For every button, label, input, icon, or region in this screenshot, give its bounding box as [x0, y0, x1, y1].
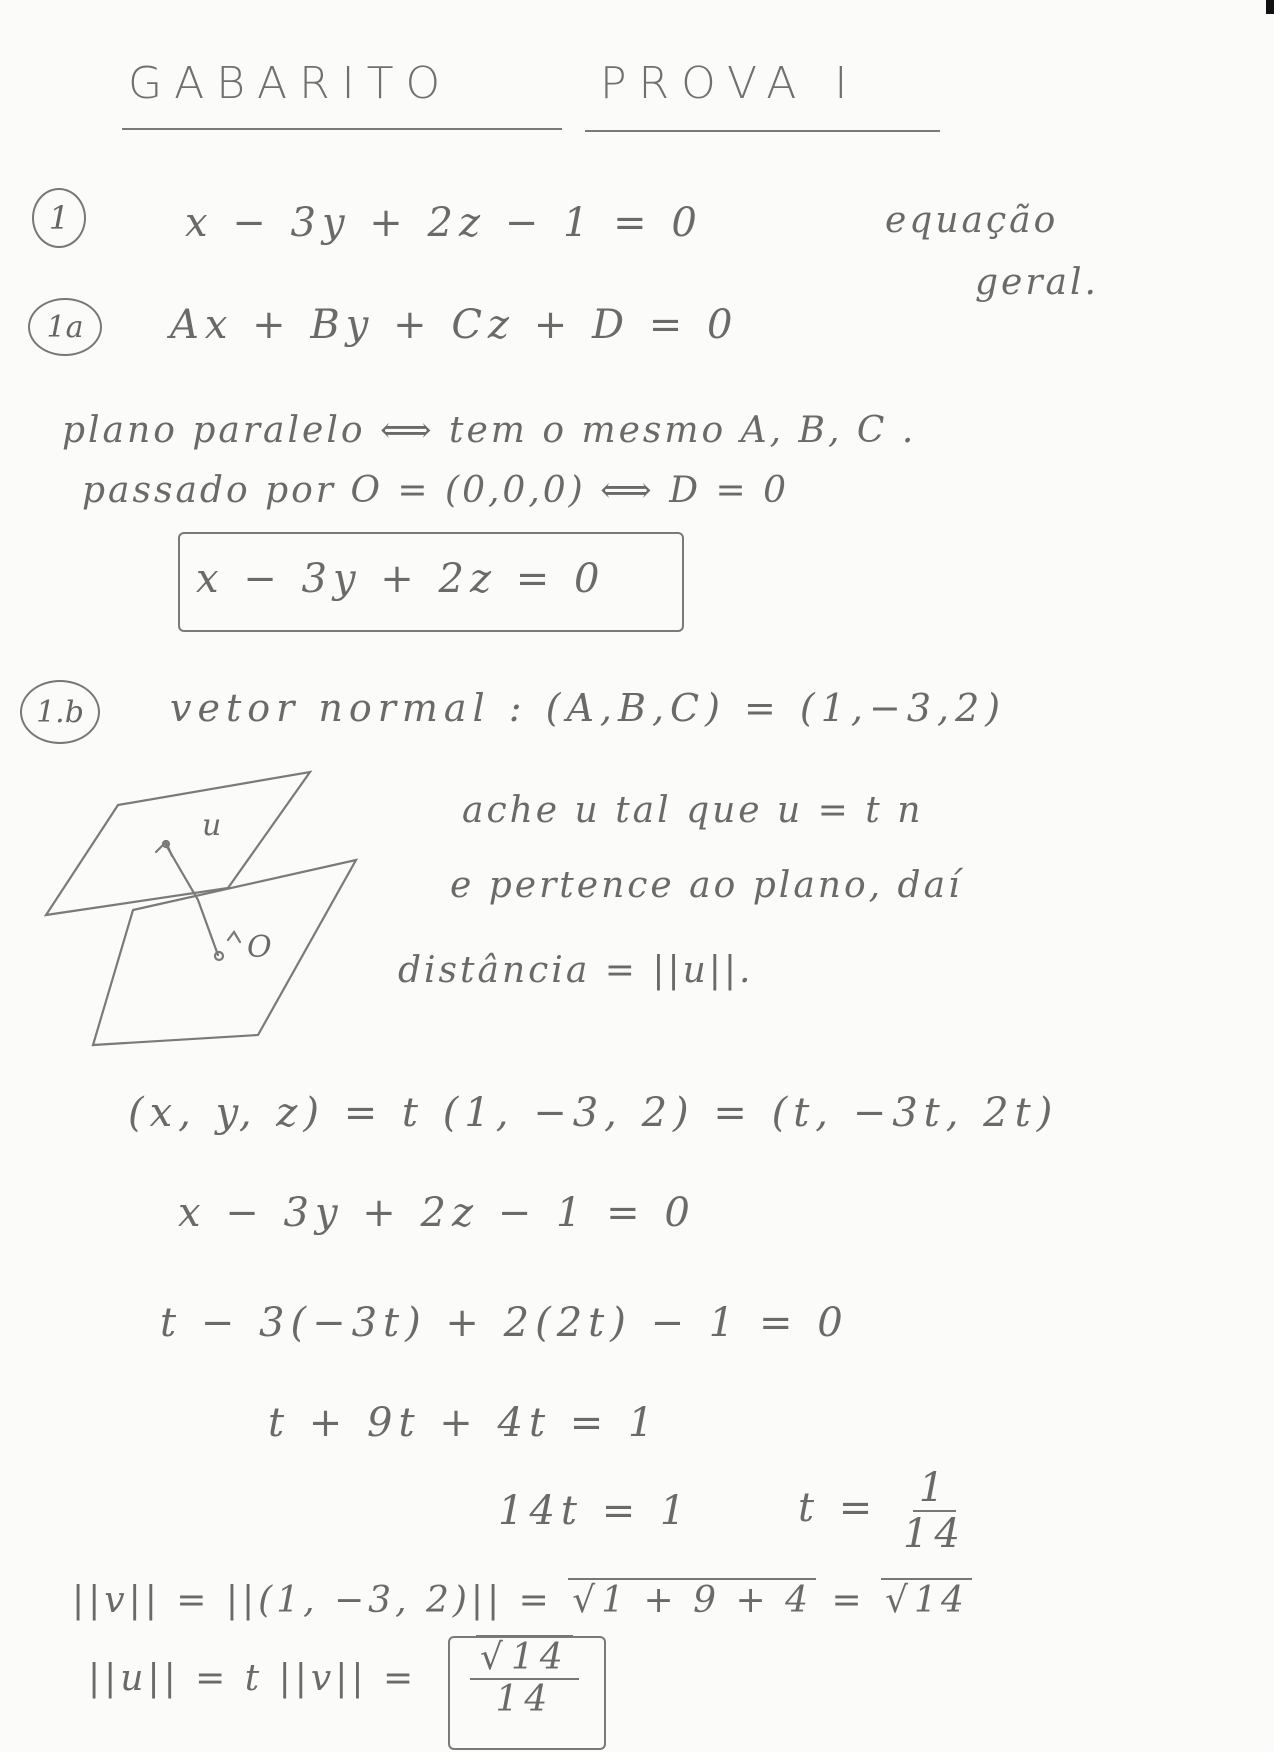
- title-underline-1: [122, 128, 562, 130]
- sketch-label-u: u: [202, 808, 224, 843]
- right-angle-mark: [228, 932, 240, 942]
- general-plane-form: Ax + By + Cz + D = 0: [170, 302, 739, 348]
- parallel-plane-note: plano paralelo ⟺ tem o mesmo A, B, C .: [62, 410, 917, 451]
- distance-text: distância = ||u||.: [398, 950, 754, 991]
- t-value-denominator: 14: [903, 1511, 966, 1557]
- sketch-label-o: O: [247, 930, 274, 965]
- norm-v-sqrt-sum: √ 1 + 9 + 4: [568, 1578, 816, 1621]
- norm-v-equals: =: [831, 1580, 866, 1621]
- t-value-numerator: 1: [913, 1466, 956, 1512]
- step-parametric: (x, y, z) = t (1, −3, 2) = (t, −3t, 2t): [128, 1090, 1059, 1136]
- normal-vector-line: vetor normal : (A,B,C) = (1,−3,2): [170, 686, 1007, 730]
- title-prova: PROVA I: [600, 58, 860, 109]
- step-simplify: t + 9t + 4t = 1: [268, 1400, 660, 1446]
- t-value: [798, 1466, 972, 1556]
- question-1b-number: 1.b: [36, 694, 84, 730]
- final-answer-value: [470, 1638, 579, 1719]
- question-1-number: 1: [48, 199, 70, 237]
- question-1-marker: [32, 188, 86, 248]
- final-answer-fraction: [470, 1638, 579, 1719]
- step-plane-equation: x − 3y + 2z − 1 = 0: [178, 1190, 696, 1236]
- t-value-fraction: [897, 1466, 972, 1556]
- question-1a-number: 1a: [46, 309, 84, 345]
- norm-v-line: [72, 1580, 972, 1621]
- step-solve: 14t = 1: [498, 1488, 692, 1534]
- t-value-lhs: t =: [798, 1485, 879, 1531]
- final-answer-numerator: √ 14: [476, 1635, 573, 1678]
- norm-u-lhs: ||u|| = t ||v|| =: [88, 1658, 418, 1699]
- equacao-note: equação: [885, 200, 1059, 241]
- origin-passage-note: passado por O = (0,0,0) ⟺ D = 0: [82, 470, 790, 511]
- norm-v-lhs: ||v|| = ||(1, −3, 2)|| =: [72, 1580, 553, 1621]
- find-u-text: ache u tal que u = t n: [462, 790, 924, 831]
- title-gabarito: GABARITO: [128, 58, 453, 109]
- final-answer-denominator: 14: [495, 1678, 554, 1720]
- norm-u-line: [88, 1658, 417, 1699]
- answer-1a-equation: x − 3y + 2z = 0: [196, 556, 606, 602]
- norm-v-sqrt-14: √ 14: [881, 1578, 972, 1621]
- planes-sketch: [38, 760, 378, 1050]
- origin-point: [215, 952, 223, 960]
- question-1b-marker: [20, 680, 100, 744]
- step-substitution: t − 3(−3t) + 2(2t) − 1 = 0: [160, 1300, 849, 1346]
- title-underline-2: [585, 130, 940, 132]
- scan-edge-mark: [1266, 0, 1274, 14]
- geral-note: geral.: [975, 262, 1099, 303]
- upper-plane: [46, 772, 310, 915]
- question-1-equation: x − 3y + 2z − 1 = 0: [185, 200, 703, 246]
- belongs-plane-text: e pertence ao plano, daí: [450, 865, 963, 906]
- question-1a-marker: [28, 298, 102, 356]
